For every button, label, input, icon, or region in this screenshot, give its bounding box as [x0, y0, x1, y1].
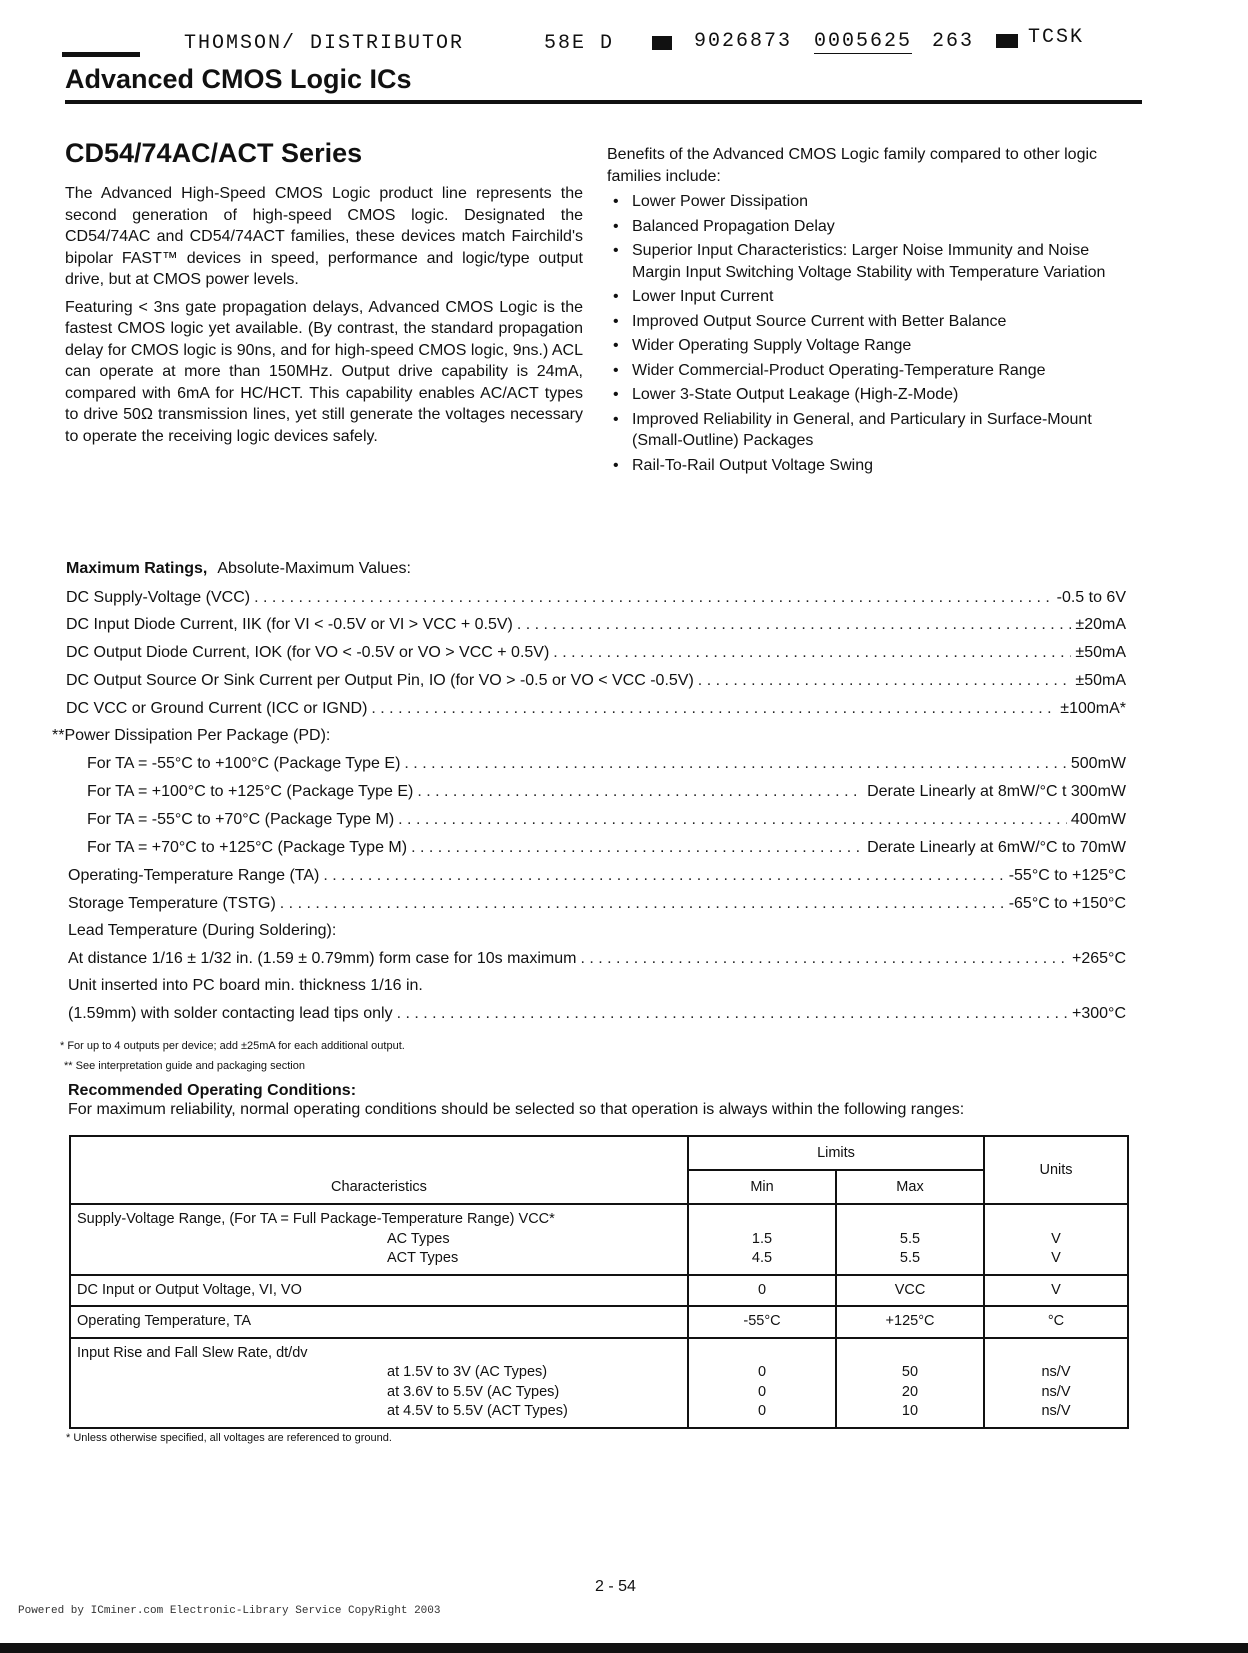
benefit-text: Rail-To-Rail Output Voltage Swing: [632, 456, 874, 474]
min-value: 4.5: [751, 1250, 773, 1266]
rating-row: [87, 811, 1126, 829]
rating-value: 500mW: [1070, 755, 1126, 772]
column-header-max: Max: [836, 1170, 984, 1204]
operating-conditions-description: For maximum reliability, normal operating conditions should be selected so that operation is always within the following ranges:: [68, 1101, 965, 1118]
max-value: +125°C: [885, 1313, 935, 1329]
ratings-footnote-2: ** See interpretation guide and packaging section: [64, 1060, 305, 1072]
max-cell: [836, 1275, 984, 1307]
benefit-item: [607, 311, 1125, 333]
ratings-heading-bold: Maximum Ratings,: [66, 560, 208, 577]
rating-value: Derate Linearly at 6mW/°C to 70mW: [867, 839, 1126, 856]
bottom-rule: [0, 1643, 1248, 1653]
benefit-text: Improved Reliability in General, and Particulary in Surface-Mount (Small-Outline) Packages: [632, 410, 1092, 449]
rating-value: ±50mA: [1075, 672, 1126, 689]
units-value: V: [1051, 1230, 1061, 1247]
bullet-icon: •: [613, 337, 619, 354]
rating-label: For TA = +100°C to +125°C (Package Type E): [87, 783, 414, 800]
benefit-text: Superior Input Characteristics: Larger Noise Immunity and Noise Margin Input Switching Voltage Stability with Temperature Variation: [632, 242, 1106, 281]
bullet-icon: •: [613, 456, 619, 474]
benefit-text: Balanced Propagation Delay: [632, 217, 835, 235]
rating-value: ±100mA*: [1060, 700, 1126, 717]
benefit-item: [607, 335, 1125, 357]
benefits-intro: Benefits of the Advanced CMOS Logic family compared to other logic families include:: [607, 146, 1098, 185]
units-cell: [984, 1204, 1128, 1275]
rating-label: DC Supply-Voltage (VCC): [66, 589, 251, 606]
benefit-item: [607, 360, 1125, 382]
leader-dots: [398, 811, 1067, 829]
bullet-icon: •: [613, 410, 619, 428]
units-cell: [984, 1275, 1128, 1307]
table-row: [70, 1306, 1128, 1338]
characteristic-cell: [70, 1306, 688, 1338]
column-header-min: Min: [688, 1170, 836, 1204]
max-value: 20: [901, 1383, 919, 1400]
rating-value: ±20mA: [1075, 616, 1126, 633]
min-cell: [688, 1338, 836, 1428]
column-header-limits: Limits: [688, 1136, 984, 1170]
bullet-icon: •: [613, 242, 619, 259]
intro-paragraph-2: Featuring < 3ns gate propagation delays, Advanced CMOS Logic is the fastest CMOS logic yet available. (By contrast, the standard propagation delay for CMOS logic is 90ns, and for high-speed CMOS logic, 9ns.) ACL can operate at more than 150MHz. Output drive capability is 24mA, compared with 6mA for HC/HCT. This capability enables AC/ACT types to drive 50Ω transmission lines, yet still generate the voltages necessary to operate the receiving logic devices safely.: [65, 298, 583, 445]
max-value: VCC: [894, 1281, 926, 1298]
intro-paragraph-1: The Advanced High-Speed CMOS Logic product line represents the second generation of high-speed CMOS logic. Designated the CD54/74AC and CD54/74ACT families, these devices match Fairchild's bipolar FAST™ devices in speed, performance and logic/type output drive, but at CMOS power levels.: [65, 185, 583, 288]
table-body: [70, 1204, 1128, 1428]
units-cell: [984, 1306, 1128, 1338]
min-value: 0: [757, 1364, 767, 1380]
characteristic-subtext: at 1.5V to 3V (AC Types): [387, 1364, 548, 1380]
rating-row: [87, 783, 1126, 801]
rating-label: DC VCC or Ground Current (ICC or IGND): [66, 700, 368, 717]
rating-label: DC Output Source Or Sink Current per Output Pin, IO (for VO > -0.5 or VO < VCC -0.5V): [66, 672, 694, 689]
characteristic-text: Operating Temperature, TA: [77, 1313, 252, 1329]
min-value: 0: [757, 1383, 767, 1400]
rating-row: [68, 867, 1126, 885]
rating-value: Derate Linearly at 8mW/°C t 300mW: [867, 783, 1126, 800]
leader-dots: [517, 616, 1072, 634]
benefit-text: Wider Commercial-Product Operating-Temperature Range: [632, 361, 1046, 379]
units-value: ns/V: [1041, 1403, 1071, 1419]
benefit-item: [607, 240, 1125, 283]
max-value: 5.5: [899, 1250, 921, 1266]
table-row: [70, 1275, 1128, 1307]
scan-header: [62, 26, 1142, 60]
characteristic-cell: [70, 1204, 688, 1275]
rating-row: [66, 700, 1126, 718]
rating-row: [68, 895, 1126, 913]
rating-value: +300°C: [1072, 1005, 1126, 1022]
rating-label: Storage Temperature (TSTG): [68, 895, 276, 912]
lead-temperature-heading: Lead Temperature (During Soldering):: [68, 922, 337, 939]
rating-row: [87, 839, 1126, 857]
header-number-2: 0005625: [814, 30, 913, 53]
min-value: 0: [757, 1403, 767, 1419]
leader-dots: [698, 672, 1072, 690]
units-value: V: [1051, 1281, 1061, 1298]
rating-value: 400mW: [1070, 811, 1126, 828]
operating-conditions-table: [69, 1135, 1129, 1429]
characteristic-cell: [70, 1338, 688, 1428]
ratings-footnote-1: * For up to 4 outputs per device; add ±25mA for each additional output.: [60, 1040, 405, 1052]
title-rule: [65, 100, 1142, 104]
min-cell: [688, 1204, 836, 1275]
rating-row: [66, 616, 1126, 634]
header-square-mark-2: [996, 34, 1018, 48]
benefit-text: Lower Input Current: [632, 288, 774, 305]
header-square-mark: [652, 36, 672, 50]
rating-value: -55°C to +125°C: [1008, 867, 1126, 884]
rating-label: DC Output Diode Current, IOK (for VO < -0.5V or VO > VCC + 0.5V): [66, 644, 550, 661]
min-value: 1.5: [751, 1230, 773, 1247]
leader-dots: [553, 644, 1071, 662]
power-dissipation-heading: **Power Dissipation Per Package (PD):: [52, 727, 331, 744]
rating-row: [87, 755, 1126, 773]
characteristic-subtext: at 3.6V to 5.5V (AC Types): [387, 1383, 560, 1400]
units-value: ns/V: [1041, 1383, 1071, 1400]
ratings-heading-rest: Absolute-Maximum Values:: [217, 560, 411, 577]
min-value: 0: [757, 1281, 767, 1298]
bullet-icon: •: [613, 217, 619, 235]
rating-label: At distance 1/16 ± 1/32 in. (1.59 ± 0.79mm) form case for 10s maximum: [68, 950, 577, 967]
max-value: 50: [901, 1364, 919, 1380]
leader-dots: [404, 755, 1066, 773]
max-cell: [836, 1204, 984, 1275]
benefit-text: Improved Output Source Current with Better Balance: [632, 312, 1007, 330]
characteristic-cell: [70, 1275, 688, 1307]
min-cell: [688, 1306, 836, 1338]
rating-label: For TA = +70°C to +125°C (Package Type M): [87, 839, 408, 856]
benefit-item: [607, 384, 1125, 406]
page-number: 2 - 54: [595, 1578, 636, 1595]
min-cell: [688, 1275, 836, 1307]
benefits-column: [607, 144, 1125, 479]
rating-value: ±50mA: [1075, 644, 1126, 661]
rating-row: [68, 950, 1126, 968]
bullet-icon: •: [613, 312, 619, 330]
rating-row: [68, 1005, 1126, 1023]
characteristic-subtext: ACT Types: [387, 1250, 459, 1266]
benefit-item: [607, 216, 1125, 238]
rating-row: [66, 672, 1126, 690]
leader-dots: [397, 1005, 1068, 1023]
max-value: 10: [901, 1403, 919, 1419]
column-header-characteristics: Characteristics: [70, 1136, 688, 1204]
max-cell: [836, 1306, 984, 1338]
benefit-item: [607, 409, 1125, 452]
units-value: °C: [1047, 1313, 1065, 1329]
table-row: [70, 1204, 1128, 1275]
page-title: Advanced CMOS Logic ICs: [65, 64, 412, 94]
leader-dots: [417, 783, 863, 801]
rating-label: For TA = -55°C to +70°C (Package Type M): [87, 811, 395, 828]
characteristic-text: Supply-Voltage Range, (For TA = Full Package-Temperature Range) VCC*: [77, 1211, 555, 1227]
leader-dots: [323, 867, 1004, 885]
rating-value: -65°C to +150°C: [1008, 895, 1126, 912]
units-cell: [984, 1338, 1128, 1428]
header-number-3: 263: [932, 30, 975, 53]
column-header-units: Units: [984, 1136, 1128, 1204]
rating-row: [66, 644, 1126, 662]
rating-value: -0.5 to 6V: [1056, 589, 1126, 606]
header-code: 58E D: [544, 32, 615, 55]
benefit-item: [607, 286, 1125, 308]
benefits-list: [607, 191, 1125, 476]
header-bar: [62, 52, 140, 57]
characteristic-subtext: AC Types: [387, 1230, 450, 1247]
unit-inserted-text: Unit inserted into PC board min. thickness 1/16 in.: [68, 977, 423, 994]
characteristic-text: Input Rise and Fall Slew Rate, dt/dv: [77, 1344, 308, 1361]
header-brand: TCSK: [1028, 26, 1085, 49]
rating-value: +265°C: [1072, 950, 1126, 967]
leader-dots: [371, 700, 1056, 718]
footer-credit: Powered by ICminer.com Electronic-Library Service CopyRight 2003: [18, 1605, 441, 1617]
rating-row: [66, 589, 1126, 607]
benefit-item: [607, 191, 1125, 213]
rating-label: For TA = -55°C to +100°C (Package Type E): [87, 755, 401, 772]
characteristic-text: DC Input or Output Voltage, VI, VO: [77, 1281, 302, 1298]
units-value: ns/V: [1041, 1364, 1071, 1380]
rating-label: Operating-Temperature Range (TA): [68, 867, 320, 884]
characteristic-subtext: at 4.5V to 5.5V (ACT Types): [387, 1403, 568, 1419]
ratings-heading: [66, 560, 411, 578]
rating-label: (1.59mm) with solder contacting lead tips only: [68, 1005, 393, 1022]
header-distributor: THOMSON/ DISTRIBUTOR: [184, 32, 465, 55]
units-value: V: [1051, 1250, 1061, 1266]
bullet-icon: •: [613, 288, 619, 305]
bullet-icon: •: [613, 386, 619, 403]
benefit-text: Lower Power Dissipation: [632, 193, 809, 210]
leader-dots: [280, 895, 1005, 913]
leader-dots: [580, 950, 1068, 968]
bullet-icon: •: [613, 193, 619, 210]
table-row: [70, 1338, 1128, 1428]
min-value: -55°C: [743, 1313, 781, 1329]
bullet-icon: •: [613, 361, 619, 379]
header-number-1: 9026873: [694, 30, 793, 53]
benefit-text: Wider Operating Supply Voltage Range: [632, 337, 912, 354]
benefit-item: [607, 455, 1125, 477]
operating-conditions-heading: Recommended Operating Conditions:: [68, 1082, 357, 1099]
benefit-text: Lower 3-State Output Leakage (High-Z-Mode): [632, 386, 959, 403]
max-cell: [836, 1338, 984, 1428]
table-footnote: * Unless otherwise specified, all voltages are referenced to ground.: [66, 1432, 392, 1444]
max-value: 5.5: [899, 1230, 921, 1247]
leader-dots: [411, 839, 863, 857]
intro-column: [65, 183, 583, 453]
series-title: CD54/74AC/ACT Series: [65, 138, 363, 168]
rating-label: DC Input Diode Current, IIK (for VI < -0.5V or VI > VCC + 0.5V): [66, 616, 513, 633]
leader-dots: [254, 589, 1053, 607]
